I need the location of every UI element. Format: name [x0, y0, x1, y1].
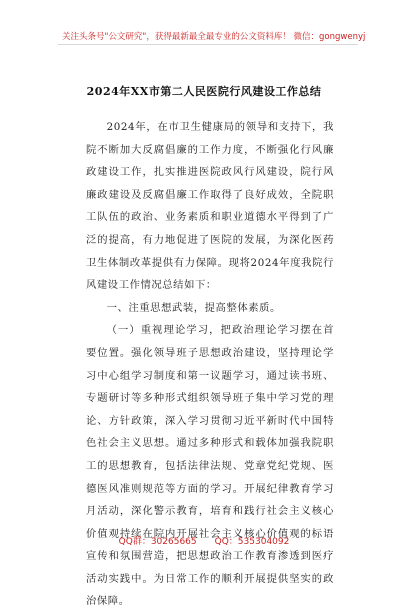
header-notice: 关注头条号"公文研究"，获得最新最全最专业的公文资料库！ 微信：gongwenyj [62, 32, 366, 42]
footer-contact [0, 534, 408, 547]
header-divider [58, 44, 358, 45]
body-paragraph: （一）重视理论学习，把政治理论学习摆在首要位置。强化领导班子思想政治建设，坚持理论学习中心组学习制度和第一议题学习，通过读书班、专题研讨等多种形式组织领导班子集中学习党的理论、方针政策，深入学习贯彻习近平新时代中国特色社会主义思想。通过多种形式和载体加强我院职工的思想教育，包括法律法规、党章党纪党规、医德医风准则规范等方面的学习。开展纪律教育学习月活动，深化警示教育，培育和践行社会主义核心价值观持续在院内开展社会主义核心价值观的标语宣传和氛围营造，把思想政治工作教育渗透到医疗活动实践中。为日常工作的顺利开展提供坚实的政治保障。 [86, 324, 334, 608]
qq-group-text: QQ群：30265665 [118, 537, 197, 547]
document-title: 2024年XX市第二人民医院行风建设工作总结 [86, 85, 322, 98]
qq-number-text: QQ：535304092 [214, 537, 290, 547]
section-heading: 一、注重思想武装，提高整体素质。 [106, 301, 281, 314]
intro-paragraph: 2024年，在市卫生健康局的领导和支持下，我院不断加大反腐倡廉的工作力度，不断强化行风廉政建设工作，扎实推进医院政风行风建设，院行风廉政建设及反腐倡廉工作取得了良好成效，全院职工队伍的政治、业务素质和职业道德水平得到了广泛的提高，有力地促进了医院的发展，为深化医药卫生体制改革提供有力保障。现将2024年度我院行风建设工作情况总结如下： [86, 121, 334, 292]
